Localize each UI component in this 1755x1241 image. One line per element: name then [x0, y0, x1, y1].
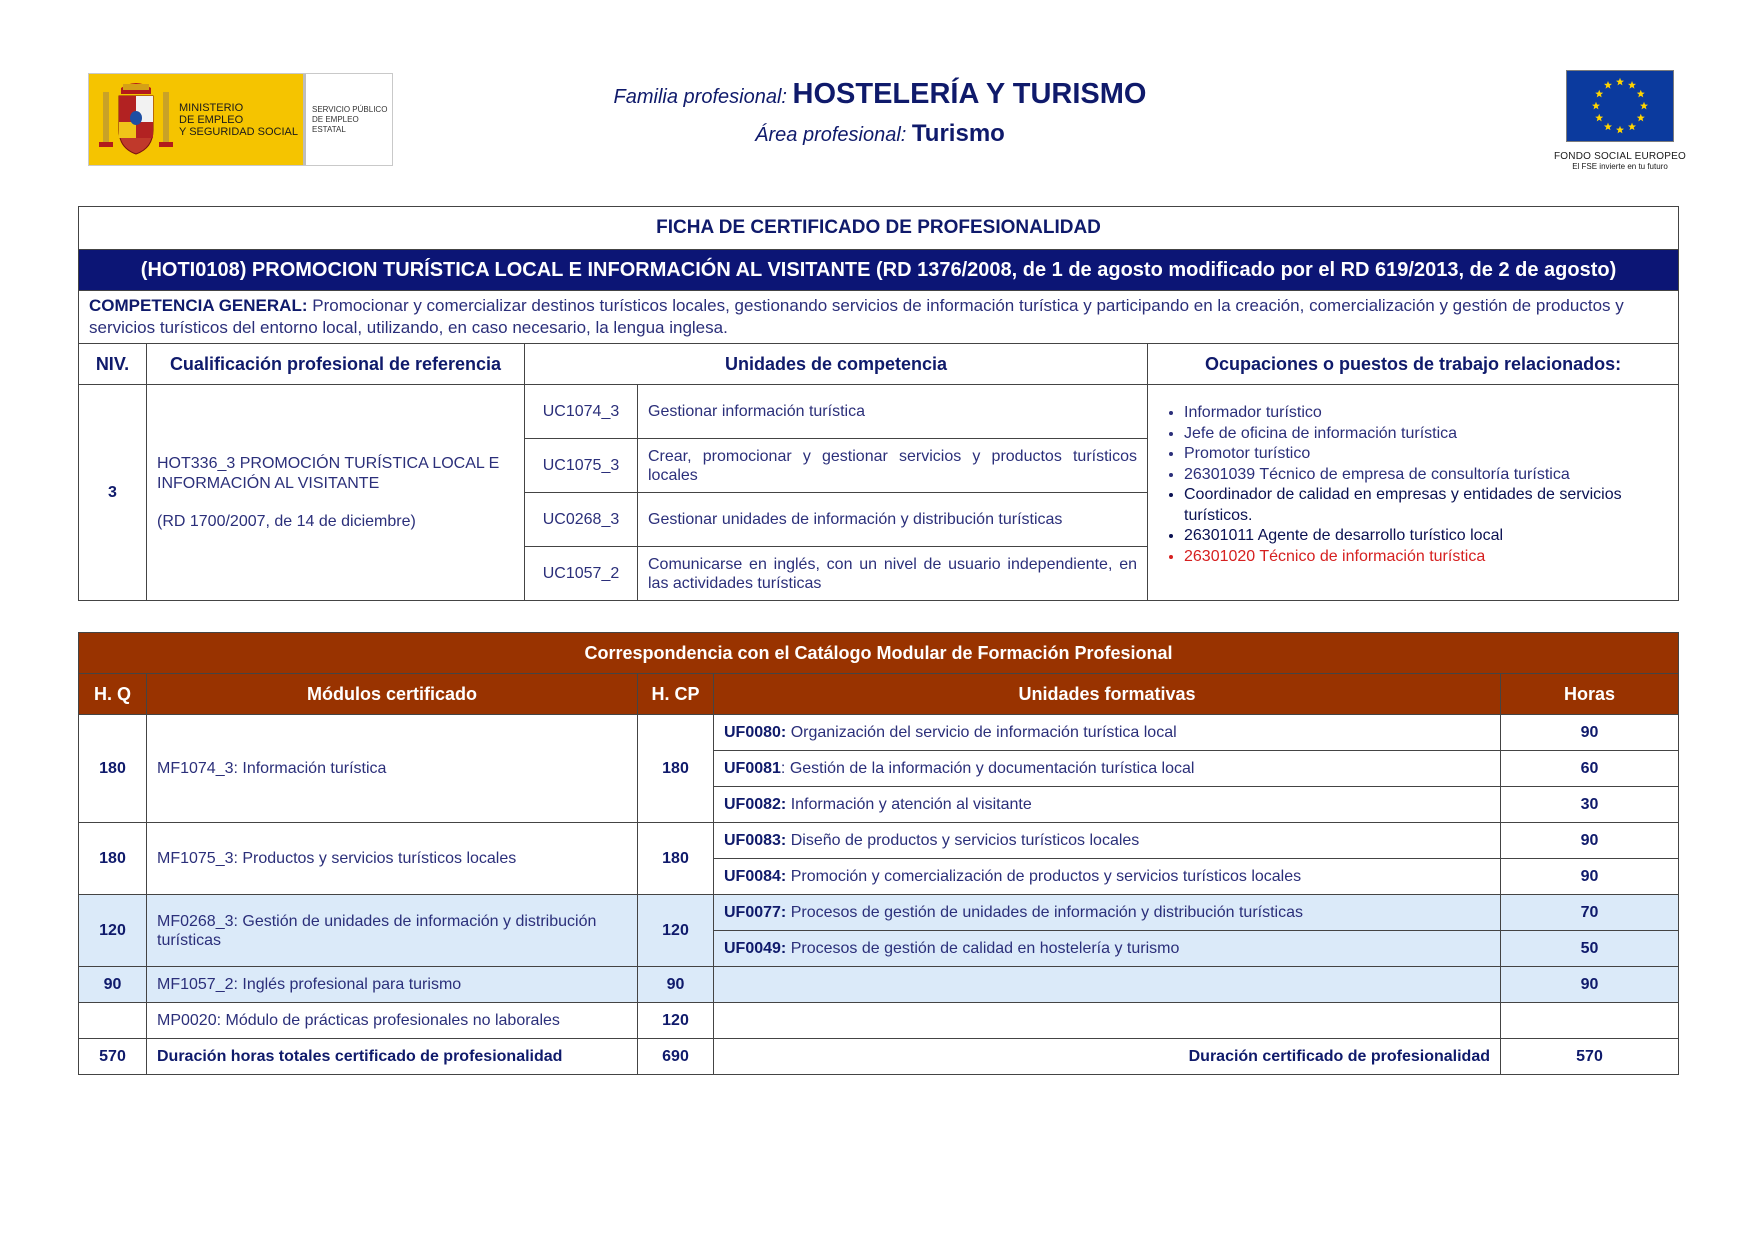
unit-code: UC0268_3	[525, 493, 638, 547]
module-name: MF0268_3: Gestión de unidades de información y distribución turísticas	[147, 895, 638, 967]
header-modulos: Módulos certificado	[147, 674, 638, 715]
coat-of-arms-icon	[97, 78, 175, 162]
unit-code: UC1075_3	[525, 439, 638, 493]
total-hq: 570	[79, 1039, 147, 1075]
area-label: Área profesional:	[755, 124, 907, 146]
uf-hours: 90	[1501, 715, 1679, 751]
header-unidades-formativas: Unidades formativas	[714, 674, 1501, 715]
header-hq: H. Q	[79, 674, 147, 715]
area-line	[540, 120, 1220, 148]
ocupacion-item: • 26301039 Técnico de empresa de consultoría turística	[1184, 465, 1668, 486]
uf-hours: 70	[1501, 895, 1679, 931]
duration-value: 570	[1501, 1039, 1679, 1075]
table-row	[79, 823, 1679, 859]
competencia-label: COMPETENCIA GENERAL:	[89, 296, 308, 315]
module-hq: 120	[79, 895, 147, 967]
certificate-sheet-table	[78, 206, 1679, 601]
ocupacion-item: • Jefe de oficina de información turística	[1184, 424, 1668, 445]
uf-name: Información y atención al visitante	[790, 795, 1032, 813]
table-row	[79, 715, 1679, 751]
module-hq: 180	[79, 715, 147, 823]
module-name: MF1075_3: Productos y servicios turísticos locales	[147, 823, 638, 895]
fse-name: FONDO SOCIAL EUROPEO	[1554, 151, 1686, 162]
ocupacion-item: • Promotor turístico	[1184, 444, 1668, 465]
table-row	[79, 895, 1679, 931]
uf-cell	[714, 823, 1501, 859]
catalog-table	[78, 632, 1679, 1075]
ocupaciones-cell	[1148, 385, 1679, 601]
uf-code: UF0080:	[724, 723, 787, 741]
area-value: Turismo	[911, 120, 1005, 147]
uf-name: Diseño de productos y servicios turísticos locales	[790, 831, 1140, 849]
nivel-cell: 3	[79, 385, 147, 601]
module-hours: 90	[1501, 967, 1679, 1003]
module-hcp: 180	[638, 715, 714, 823]
uf-name: : Gestión de la información y documentación turística local	[780, 759, 1195, 777]
ministry-logo	[88, 73, 393, 166]
catalog-caption: Correspondencia con el Catálogo Modular de Formación Profesional	[79, 633, 1679, 674]
uf-cell	[714, 751, 1501, 787]
unit-description: Crear, promocionar y gestionar servicios y productos turísticos locales	[638, 439, 1148, 493]
duration-label: Duración certificado de profesionalidad	[714, 1039, 1501, 1075]
familia-line	[540, 78, 1220, 114]
uf-cell	[714, 787, 1501, 823]
module-hours	[1501, 1003, 1679, 1039]
uf-code: UF0084:	[724, 867, 787, 885]
fse-tagline: El FSE invierte en tu futuro	[1572, 162, 1668, 171]
table-row	[79, 1003, 1679, 1039]
ministry-name: MINISTERIO DE EMPLEO Y SEGURIDAD SOCIAL	[179, 101, 298, 138]
unit-code: UC1057_2	[525, 547, 638, 601]
uf-cell	[714, 931, 1501, 967]
uf-code: UF0082:	[724, 795, 787, 813]
uf-code: UF0081	[724, 759, 781, 777]
unit-description: Gestionar información turística	[638, 385, 1148, 439]
module-hq	[79, 1003, 147, 1039]
module-hcp: 120	[638, 1003, 714, 1039]
familia-value: HOSTELERÍA Y TURISMO	[792, 78, 1147, 110]
uf-cell	[714, 715, 1501, 751]
uf-code: UF0083:	[724, 831, 787, 849]
header-cualificacion: Cualificación profesional de referencia	[147, 344, 525, 385]
cualificacion-name: HOT336_3 PROMOCIÓN TURÍSTICA LOCAL E INFORMACIÓN AL VISITANTE	[157, 454, 500, 492]
fse-logo	[1545, 70, 1695, 171]
uf-name: Procesos de gestión de calidad en hostelería y turismo	[790, 939, 1180, 957]
unit-code: UC1074_3	[525, 385, 638, 439]
uf-code: UF0049:	[724, 939, 787, 957]
catalog-caption-row	[79, 633, 1679, 674]
competencia-text: Promocionar y comercializar destinos turísticos locales, gestionando servicios de información turística y participando en la creación, comercialización y gestión de productos y servicios turísticos del entorno local, utilizando, en caso necesario, la lengua inglesa.	[89, 296, 1624, 337]
module-hq: 90	[79, 967, 147, 1003]
total-label: Duración horas totales certificado de profesionalidad	[147, 1039, 638, 1075]
uf-name: Procesos de gestión de unidades de información y distribución turísticas	[790, 903, 1303, 921]
certificate-banner-row	[79, 250, 1679, 291]
totals-row	[79, 1039, 1679, 1075]
familia-label: Familia profesional:	[613, 86, 787, 108]
sheet-header-row	[79, 344, 1679, 385]
sepe-logo	[303, 74, 392, 165]
header-unidades: Unidades de competencia	[525, 344, 1148, 385]
catalog-header-row	[79, 674, 1679, 715]
module-name: MF1074_3: Información turística	[147, 715, 638, 823]
competencia-cell	[79, 291, 1679, 344]
uf-hours: 50	[1501, 931, 1679, 967]
ministry-logo-yellow	[89, 74, 303, 165]
sheet-title: FICHA DE CERTIFICADO DE PROFESIONALIDAD	[79, 207, 1679, 250]
sepe-name: SERVICIO PÚBLICO DE EMPLEO ESTATAL	[312, 104, 388, 134]
header-hcp: H. CP	[638, 674, 714, 715]
cualificacion-cell	[147, 385, 525, 601]
competencia-row	[79, 291, 1679, 344]
uf-hours: 90	[1501, 823, 1679, 859]
ocupacion-item: • Informador turístico	[1184, 403, 1668, 424]
uf-cell	[714, 895, 1501, 931]
uf-hours: 90	[1501, 859, 1679, 895]
uf-cell	[714, 859, 1501, 895]
uf-cell-empty	[714, 967, 1501, 1003]
module-hcp: 180	[638, 823, 714, 895]
ocupaciones-list	[1158, 403, 1668, 567]
uf-hours: 60	[1501, 751, 1679, 787]
unit-description: Gestionar unidades de información y distribución turísticas	[638, 493, 1148, 547]
module-hq: 180	[79, 823, 147, 895]
module-name: MP0020: Módulo de prácticas profesionales no laborales	[147, 1003, 638, 1039]
unit-row	[79, 385, 1679, 439]
table-row	[79, 967, 1679, 1003]
sheet-title-row	[79, 207, 1679, 250]
module-hcp: 120	[638, 895, 714, 967]
uf-name: Promoción y comercialización de productos y servicios turísticos locales	[790, 867, 1302, 885]
eu-flag-icon	[1566, 70, 1674, 142]
header-niv: NIV.	[79, 344, 147, 385]
ocupacion-item: • 26301011 Agente de desarrollo turístico local	[1184, 526, 1668, 547]
header-horas: Horas	[1501, 674, 1679, 715]
unit-description: Comunicarse en inglés, con un nivel de usuario independiente, en las actividades turísticas	[638, 547, 1148, 601]
uf-code: UF0077:	[724, 903, 787, 921]
module-name: MF1057_2: Inglés profesional para turismo	[147, 967, 638, 1003]
uf-name: Organización del servicio de información turística local	[790, 723, 1177, 741]
uf-hours: 30	[1501, 787, 1679, 823]
ocupacion-item-highlighted: • 26301020 Técnico de información turística	[1184, 547, 1668, 568]
cualificacion-rd: (RD 1700/2007, de 14 de diciembre)	[157, 512, 416, 530]
ocupacion-item: • Coordinador de calidad en empresas y entidades de servicios turísticos.	[1184, 485, 1668, 526]
header-ocupaciones: Ocupaciones o puestos de trabajo relacionados:	[1148, 344, 1679, 385]
page-header	[540, 78, 1220, 148]
uf-cell-empty	[714, 1003, 1501, 1039]
certificate-title: (HOTI0108) PROMOCION TURÍSTICA LOCAL E INFORMACIÓN AL VISITANTE (RD 1376/2008, de 1 de agosto modificado por el RD 619/2013, de 2 de agosto)	[79, 250, 1679, 291]
module-hcp: 90	[638, 967, 714, 1003]
total-hcp: 690	[638, 1039, 714, 1075]
